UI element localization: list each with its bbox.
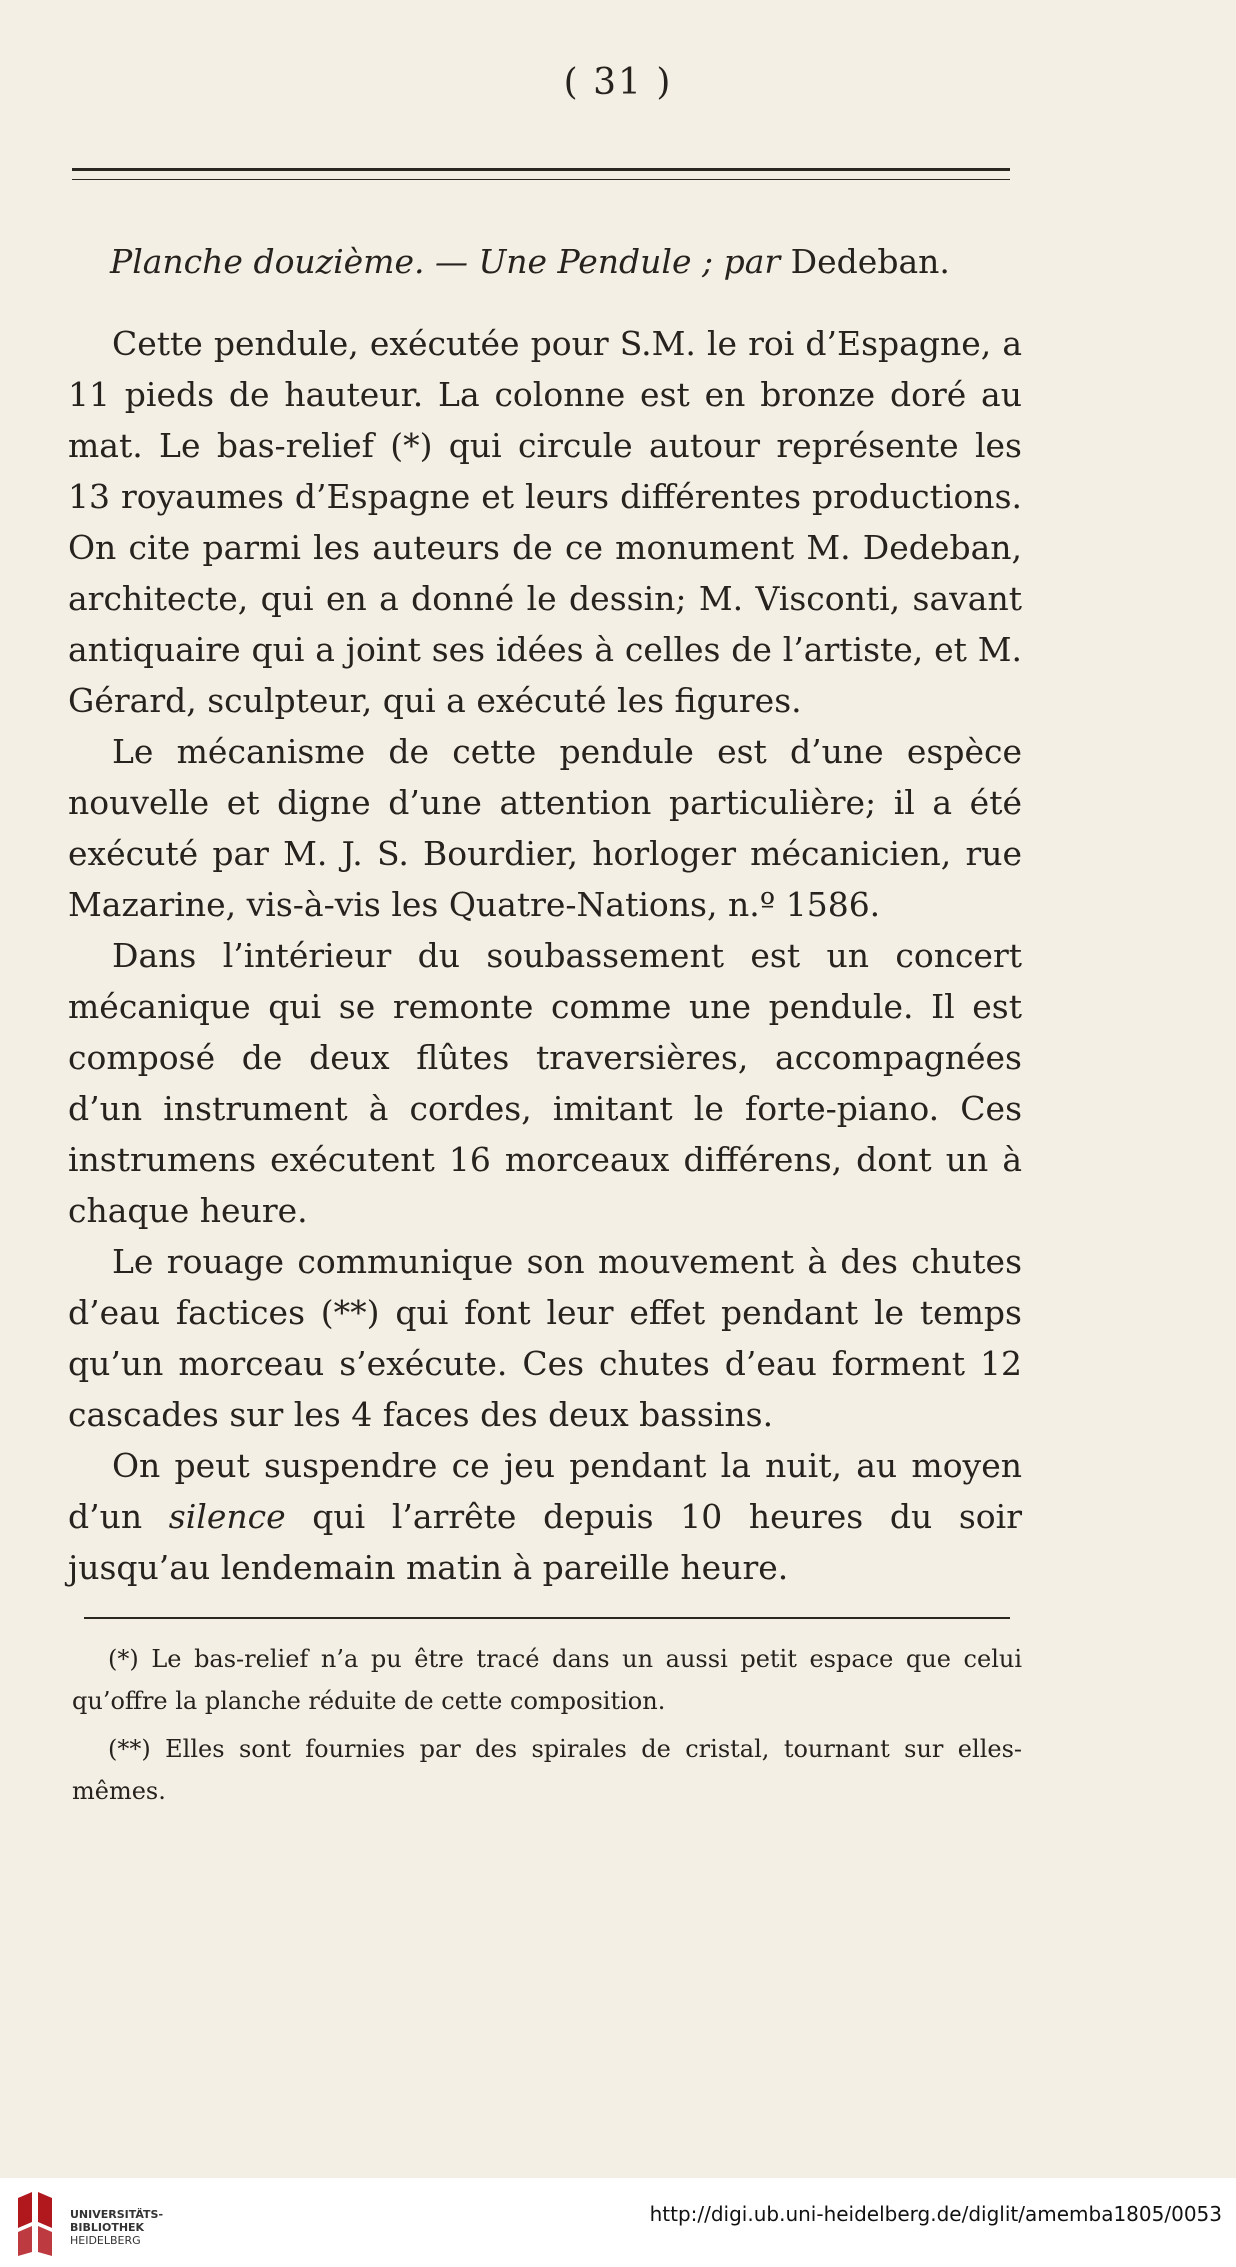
plate-heading	[110, 240, 1010, 284]
institution-line: BIBLIOTHEK	[70, 2221, 145, 2234]
header-double-rule	[72, 168, 1010, 180]
footnote: (*) Le bas-relief n’a pu être tracé dans un aussi petit espace que celui qu’offre la planche réduite de cette composition.	[72, 1645, 1022, 1715]
footnotes	[72, 1638, 1022, 1818]
permalink-url[interactable]: http://digi.ub.uni-heidelberg.de/diglit/amemba1805/0053	[649, 2202, 1222, 2226]
italic-word: silence	[168, 1497, 286, 1536]
paragraph: Le mécanisme de cette pendule est d’une espèce nouvelle et digne d’une attention particulière; il a été exécuté par M. J. S. Bourdier, horloger mécanicien, rue Mazarine, vis-à-vis les Quatre-Nations, n.º 1586.	[68, 732, 1022, 924]
library-footer	[0, 2178, 1236, 2267]
paragraph-text: On peut suspendre ce jeu pendant la nuit, au moyen d’un	[68, 1446, 1022, 1536]
heidelberg-library-logo-icon	[14, 2188, 60, 2256]
paragraph	[68, 1440, 1022, 1593]
paragraph: Cette pendule, exécutée pour S.M. le roi d’Espagne, a 11 pieds de hauteur. La colonne est en bronze doré au mat. Le bas-relief (*) qui circule autour représente les 13 royaumes d’Espagne et leurs différentes productions. On cite parmi les auteurs de ce monument M. Dedeban, architecte, qui en a donné le dessin; M. Visconti, savant antiquaire qui a joint ses idées à celles de l’artiste, et M. Gérard, sculpteur, qui a exécuté les figures.	[68, 324, 1022, 720]
paragraph: Le rouage communique son mouvement à des chutes d’eau factices (**) qui font leur effet pendant le temps qu’un morceau s’exécute. Ces chutes d’eau forment 12 cascades sur les 4 faces des deux bassins.	[68, 1242, 1022, 1434]
heading-title: Planche douzième. — Une Pendule ; par	[110, 242, 781, 281]
heading-author: Dedeban.	[790, 242, 950, 281]
body-text	[68, 318, 1022, 1593]
institution-line: UNIVERSITÄTS-	[70, 2208, 164, 2221]
institution-line: HEIDELBERG	[70, 2234, 141, 2247]
paragraph: Dans l’intérieur du soubassement est un concert mécanique qui se remonte comme une pendule. Il est composé de deux flûtes traversières, accompagnées d’un instrument à cordes, imitant le forte-piano. Ces instrumens exécutent 16 morceaux différens, dont un à chaque heure.	[68, 936, 1022, 1230]
institution-name	[70, 2208, 163, 2247]
page-number: ( 31 )	[563, 62, 673, 103]
paragraph-text: qui l’arrête depuis 10 heures du soir jusqu’au lendemain matin à pareille heure.	[68, 1497, 1022, 1587]
footnote-rule	[84, 1617, 1010, 1619]
footnote: (**) Elles sont fournies par des spirales de cristal, tournant sur elles-mêmes.	[72, 1735, 1022, 1805]
